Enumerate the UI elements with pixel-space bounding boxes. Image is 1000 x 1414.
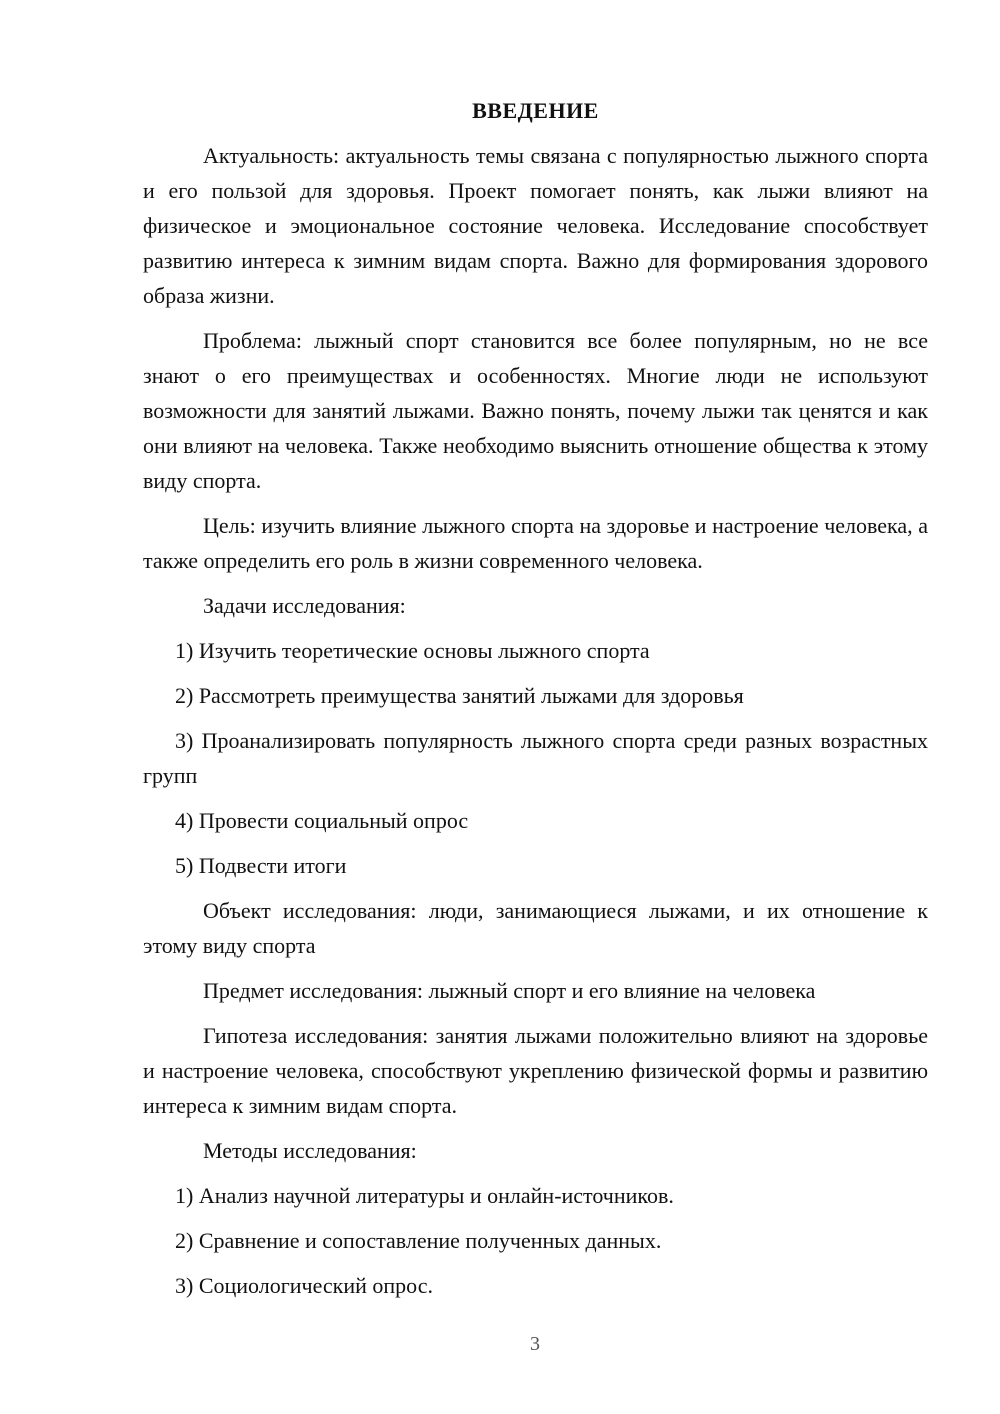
tasks-heading: Задачи исследования:: [203, 593, 406, 618]
method-item-3: 3) Социологический опрос.: [175, 1273, 433, 1298]
subject-paragraph: Предмет исследования: лыжный спорт и его влияние на человека: [203, 978, 816, 1003]
task-item-1: 1) Изучить теоретические основы лыжного спорта: [175, 638, 650, 663]
task-item-5: 5) Подвести итоги: [175, 853, 347, 878]
method-item-1: 1) Анализ научной литературы и онлайн-источников.: [175, 1183, 674, 1208]
page-number: 3: [530, 1333, 540, 1355]
method-item-2: 2) Сравнение и сопоставление полученных данных.: [175, 1228, 662, 1253]
task-item-3: 3) Проанализировать популярность лыжного спорта среди разных возрастных групп: [143, 728, 928, 788]
document-body: [143, 94, 928, 1313]
object-paragraph: Объект исследования: люди, занимающиеся лыжами, и их отношение к этому виду спорта: [143, 898, 928, 958]
task-item-2: 2) Рассмотреть преимущества занятий лыжами для здоровья: [175, 683, 744, 708]
relevance-paragraph: Актуальность: актуальность темы связана с популярностью лыжного спорта и его пользой для здоровья. Проект помогает понять, как лыжи влияют на физическое и эмоциональное состояние человека. Исследование способствует развитию интереса к зимним видам спорта. Важно для формирования здорового образа жизни.: [143, 143, 928, 308]
task-item-4: 4) Провести социальный опрос: [175, 808, 469, 833]
hypothesis-paragraph: Гипотеза исследования: занятия лыжами положительно влияют на здоровье и настроение человека, способствуют укреплению физической формы и развитию интереса к зимним видам спорта.: [143, 1023, 928, 1118]
section-heading: ВВЕДЕНИЕ: [472, 98, 599, 123]
goal-paragraph: Цель: изучить влияние лыжного спорта на здоровье и настроение человека, а также определить его роль в жизни современного человека.: [143, 513, 928, 573]
methods-heading: Методы исследования:: [203, 1138, 417, 1163]
problem-paragraph: Проблема: лыжный спорт становится все более популярным, но не все знают о его преимуществах и особенностях. Многие люди не используют возможности для занятий лыжами. Важно понять, почему лыжи так ценятся и как они влияют на человека. Также необходимо выяснить отношение общества к этому виду спорта.: [143, 328, 928, 493]
